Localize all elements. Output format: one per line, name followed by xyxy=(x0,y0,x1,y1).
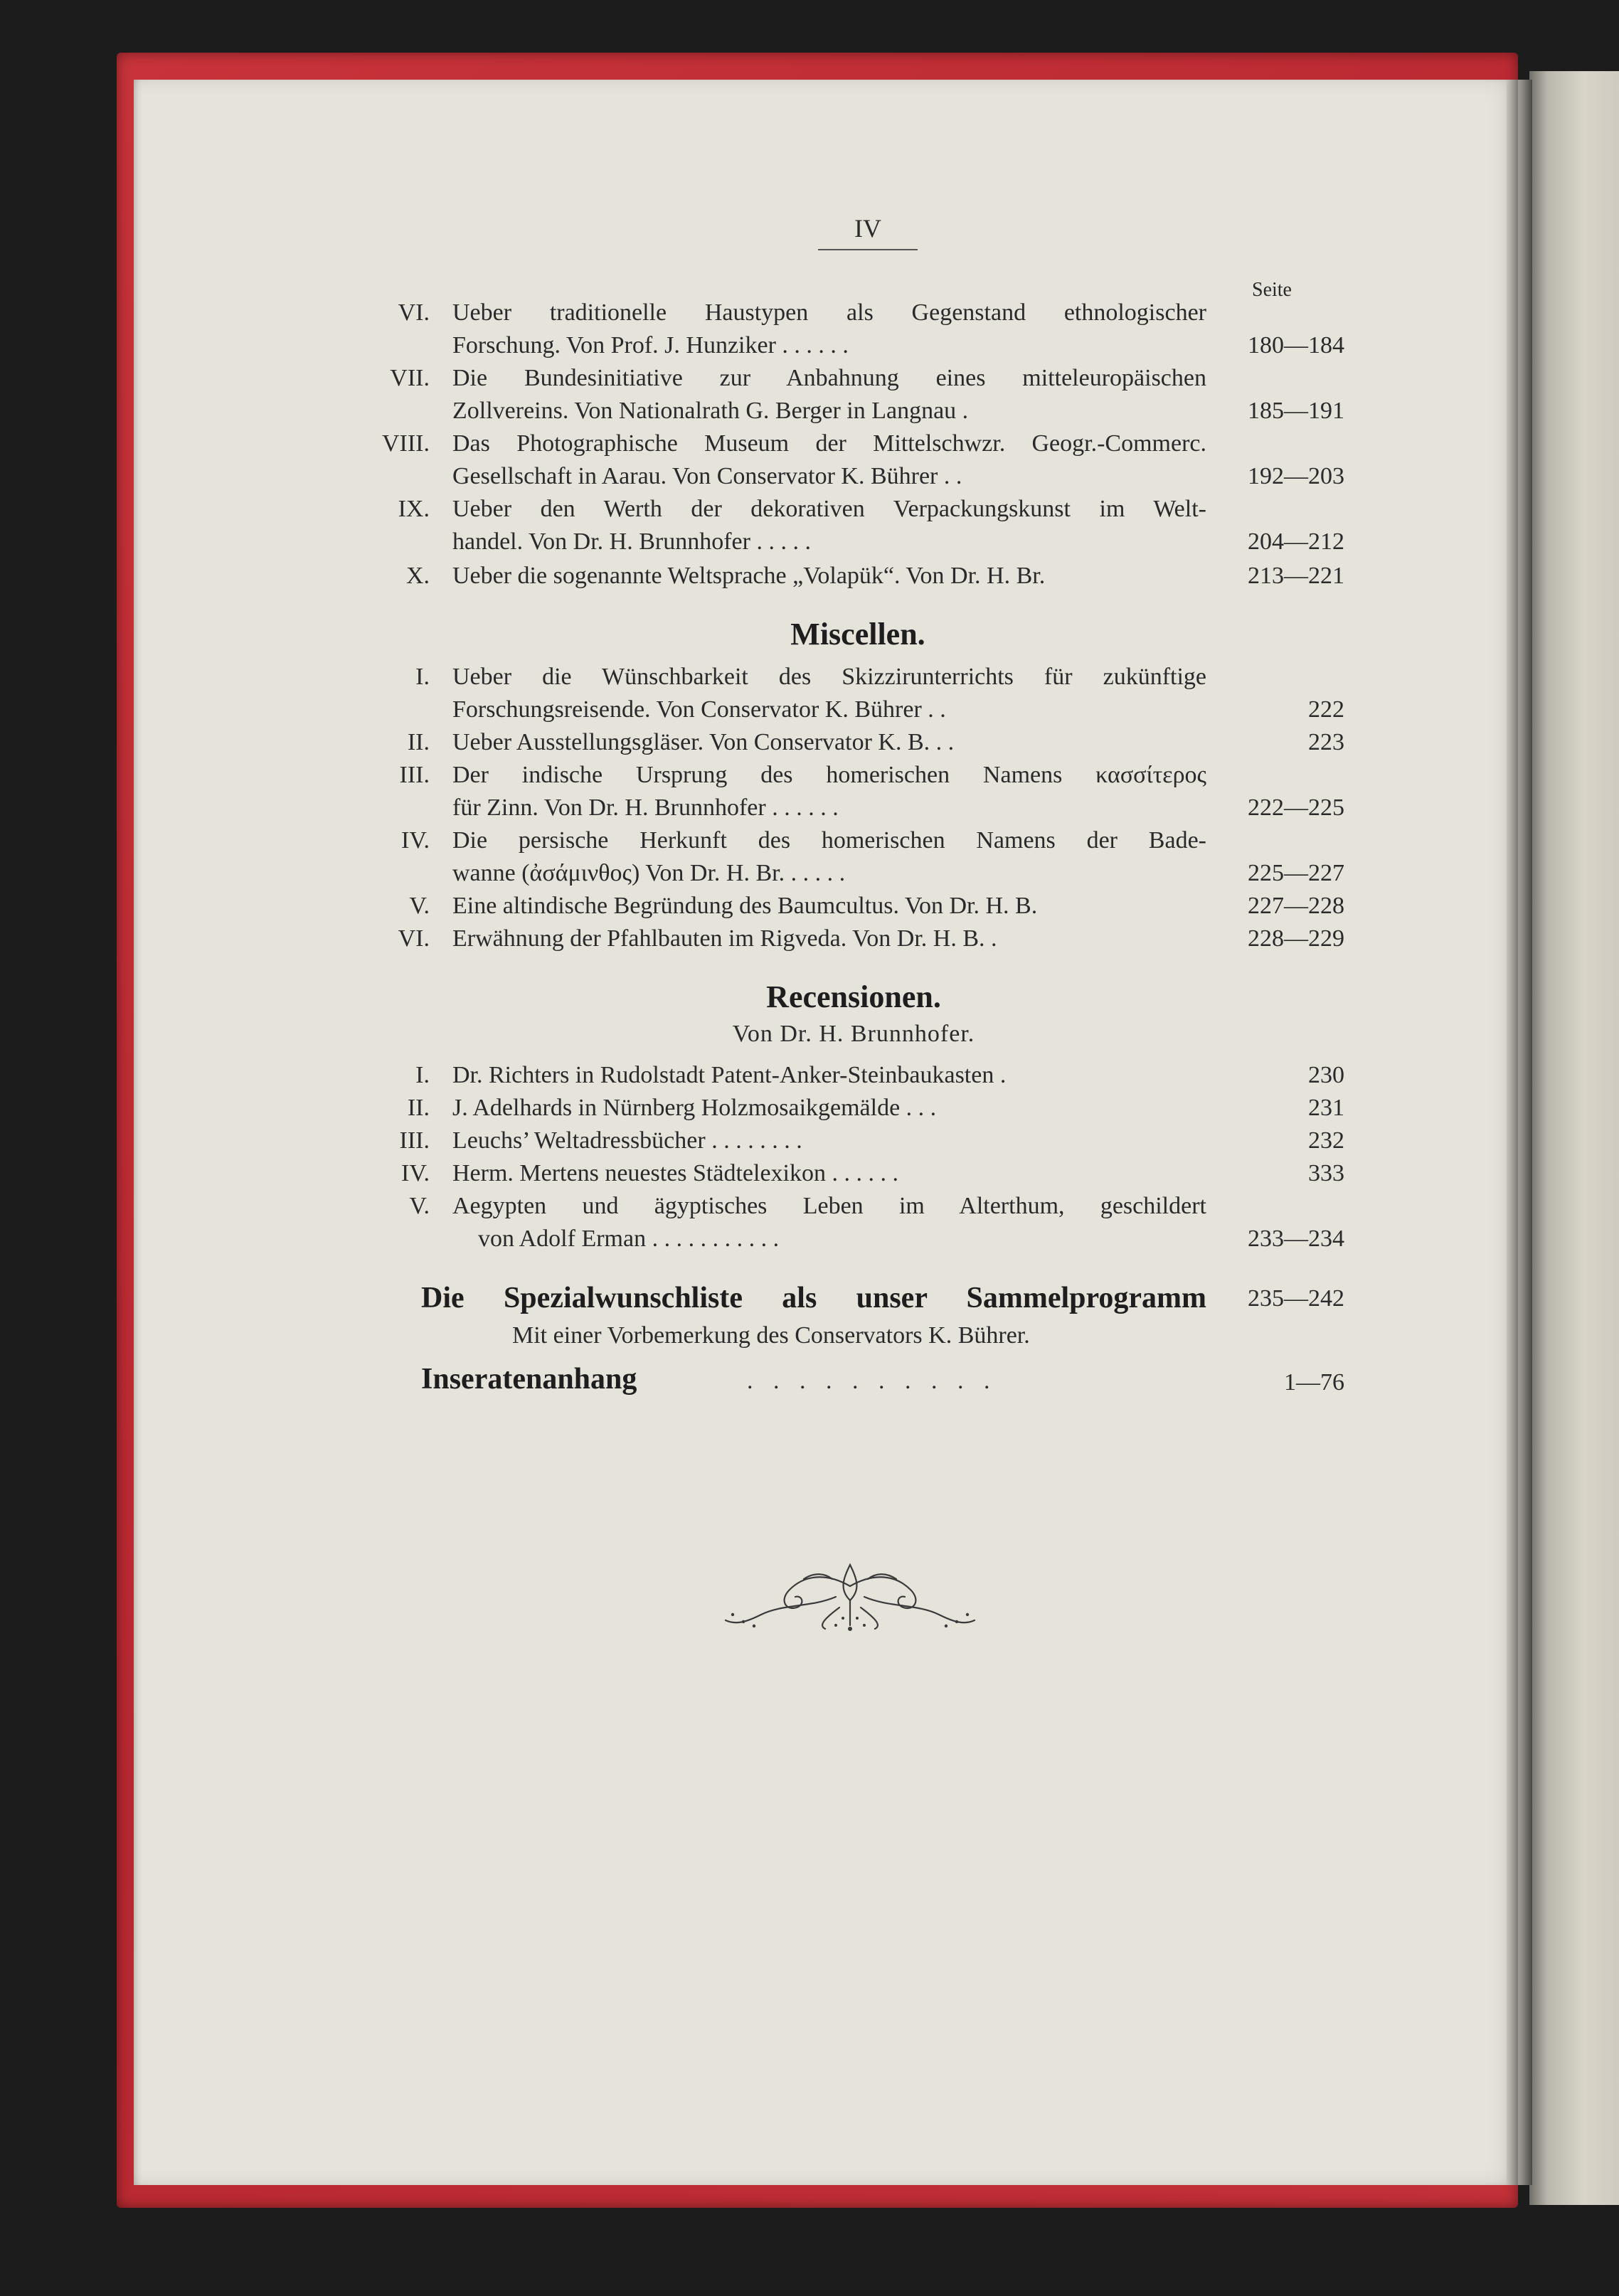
entry-line: Der indische Ursprung des homerischen Namens κασσίτερος xyxy=(452,762,1206,788)
entry-line: Erwähnung der Pfahlbauten im Rigveda. Von Dr. H. B. . xyxy=(452,925,997,952)
entry-line: Herm. Mertens neuestes Städtelexikon . . . . . . xyxy=(452,1160,898,1186)
entry-pages: 227—228 xyxy=(1248,893,1344,919)
entry-pages: 180—184 xyxy=(1248,332,1344,358)
decorative-ornament xyxy=(718,1558,982,1636)
entry-number: I. xyxy=(415,1062,430,1088)
spezial-subtitle: Mit einer Vorbemerkung des Conservators K. Bührer. xyxy=(512,1322,1030,1349)
entry-number: IV. xyxy=(401,1160,430,1186)
entry-line: Dr. Richters in Rudolstadt Patent-Anker-Steinbaukasten . xyxy=(452,1062,1007,1088)
entry-pages: 232 xyxy=(1308,1127,1344,1154)
entry-number: VII. xyxy=(390,365,430,391)
entry-line: Ueber den Werth der dekorativen Verpackungskunst im Welt- xyxy=(452,496,1206,522)
entry-line: Ueber die Wünschbarkeit des Skizzirunterrichts für zukünftige xyxy=(452,664,1206,690)
entry-pages: 192—203 xyxy=(1248,463,1344,489)
entry-pages: 333 xyxy=(1308,1160,1344,1186)
spezial-pages: 235—242 xyxy=(1248,1285,1344,1312)
inserat-title: Inseratenanhang xyxy=(421,1363,637,1396)
entry-number: IV. xyxy=(401,827,430,854)
entry-number: VIII. xyxy=(381,430,430,457)
entry-pages: 233—234 xyxy=(1248,1226,1344,1252)
entry-line: Ueber die sogenannte Weltsprache „Volapük“. Von Dr. H. Br. xyxy=(452,563,1046,589)
entry-number: IX. xyxy=(398,496,430,522)
entry-line: handel. Von Dr. H. Brunnhofer . . . . . xyxy=(452,528,811,555)
entry-line: Ueber traditionelle Haustypen als Gegenstand ethnologischer xyxy=(452,299,1206,326)
entry-line: Eine altindische Begründung des Baumcultus. Von Dr. H. B. xyxy=(452,893,1038,919)
entry-number: II. xyxy=(407,1095,430,1121)
entry-pages: 231 xyxy=(1308,1095,1344,1121)
entry-line: Ueber Ausstellungsgläser. Von Conservator K. B. . . xyxy=(452,729,955,755)
entry-pages: 222—225 xyxy=(1248,794,1344,821)
entry-number: X. xyxy=(405,563,430,589)
page-fold xyxy=(1507,80,1532,2185)
entry-number: V. xyxy=(409,893,430,919)
entry-pages: 223 xyxy=(1308,729,1344,755)
entry-pages: 185—191 xyxy=(1248,398,1344,424)
entry-pages: 204—212 xyxy=(1248,528,1344,555)
entry-line: Das Photographische Museum der Mittelschwzr. Geogr.-Commerc. xyxy=(452,430,1206,457)
entry-pages: 225—227 xyxy=(1248,860,1344,886)
entry-number: VI. xyxy=(398,299,430,326)
section-subheading: Von Dr. H. Brunnhofer. xyxy=(732,1021,975,1047)
entry-line: Forschungsreisende. Von Conservator K. Bührer . . xyxy=(452,696,946,723)
page-number: IV xyxy=(854,214,881,243)
adjacent-page-edge xyxy=(1529,71,1619,2205)
entry-line: Forschung. Von Prof. J. Hunziker . . . . . . xyxy=(452,332,849,358)
entry-pages: 230 xyxy=(1308,1062,1344,1088)
entry-number: V. xyxy=(409,1193,430,1219)
entry-line: Gesellschaft in Aarau. Von Conservator K. Bührer . . xyxy=(452,463,962,489)
page-number-rule xyxy=(818,249,918,250)
entry-number: II. xyxy=(407,729,430,755)
entry-line: J. Adelhards in Nürnberg Holzmosaikgemälde . . . xyxy=(452,1095,937,1121)
section-heading-recensionen: Recensionen. xyxy=(766,979,941,1014)
entry-line: wanne (ἀσάμινθος) Von Dr. H. Br. . . . . . xyxy=(452,860,846,886)
entry-line: Leuchs’ Weltadressbücher . . . . . . . . xyxy=(452,1127,802,1154)
entry-line: für Zinn. Von Dr. H. Brunnhofer . . . . . . xyxy=(452,794,839,821)
entry-line: Die Bundesinitiative zur Anbahnung eines mitteleuropäischen xyxy=(452,365,1206,391)
entry-line: Zollvereins. Von Nationalrath G. Berger in Langnau . xyxy=(452,398,969,424)
entry-number: VI. xyxy=(398,925,430,952)
entry-number: III. xyxy=(399,762,430,788)
entry-number: III. xyxy=(399,1127,430,1154)
entry-line: Die persische Herkunft des homerischen Namens der Bade- xyxy=(452,827,1206,854)
entry-pages: 222 xyxy=(1308,696,1344,723)
spezial-title: Die Spezialwunschliste als unser Sammelprogramm xyxy=(421,1282,1206,1314)
entry-pages: 213—221 xyxy=(1248,563,1344,589)
entry-line: von Adolf Erman . . . . . . . . . . . xyxy=(478,1226,780,1252)
inserat-pages: 1—76 xyxy=(1284,1369,1344,1396)
inserat-leader-dots: . . . . . . . . . . xyxy=(747,1368,997,1394)
entry-pages: 228—229 xyxy=(1248,925,1344,952)
section-heading-miscellen: Miscellen. xyxy=(790,617,925,652)
entry-number: I. xyxy=(415,664,430,690)
entry-line: Aegypten und ägyptisches Leben im Alterthum, geschildert xyxy=(452,1193,1206,1219)
column-header-seite: Seite xyxy=(1252,279,1292,301)
